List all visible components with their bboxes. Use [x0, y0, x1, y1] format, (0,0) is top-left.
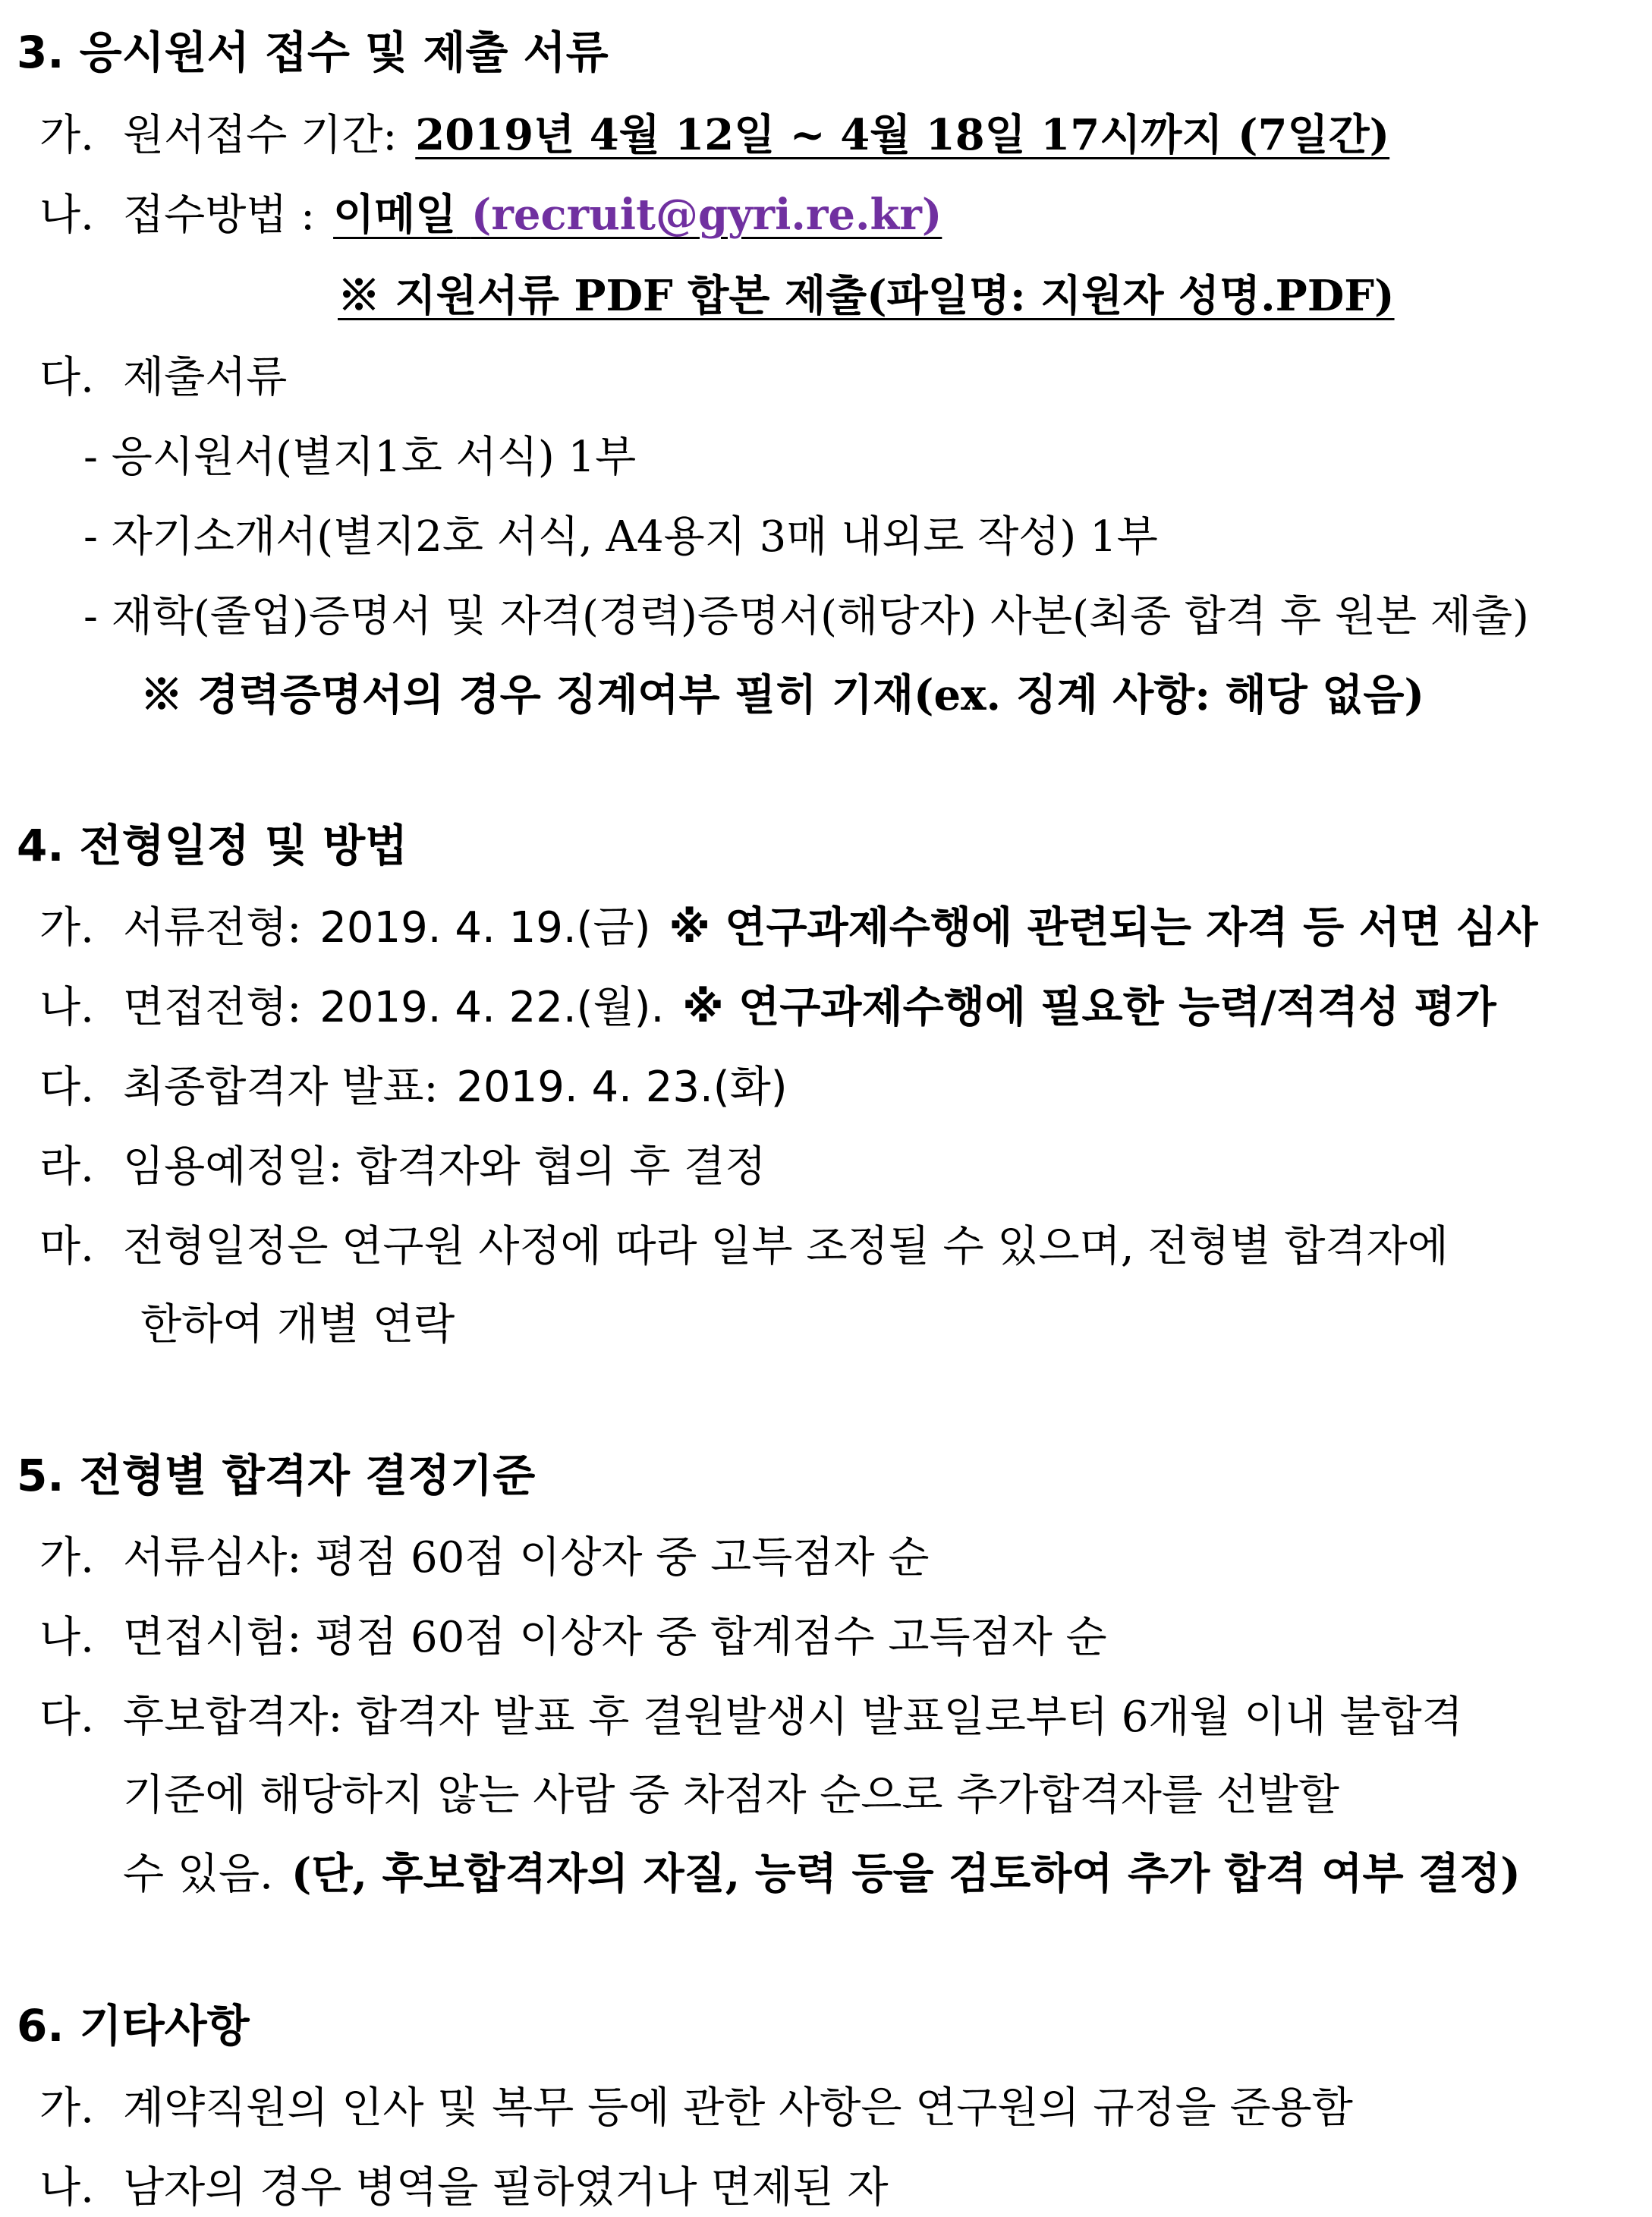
s6-item-a — [39, 2083, 1353, 2133]
final-announcement-label: 최종합격자 발표: — [123, 1063, 439, 1112]
s5-item-c — [39, 1693, 1463, 1742]
s4-item-b — [39, 983, 1496, 1032]
email-address-link[interactable]: (recruit@gyri.re.kr) — [470, 190, 942, 240]
document-screening-date: 2019. 4. 19.(금) — [319, 903, 651, 953]
alternate-criteria-line1: 후보합격자: 합격자 발표 후 결원발생시 발표일로부터 6개월 이내 불합격 — [123, 1693, 1463, 1742]
item-marker: 가. — [39, 111, 94, 160]
s3-item-b — [39, 190, 942, 240]
s3-item-a — [39, 110, 1390, 160]
item-marker: 가. — [39, 2083, 94, 2133]
interview-date: 2019. 4. 22.(월). — [319, 983, 665, 1032]
s3-pdf-note: ※ 지원서류 PDF 합본 제출(파일명: 지원자 성명.PDF) — [338, 271, 1395, 321]
alternate-criteria-note: (단, 후보합격자의 자질, 능력 등을 검토하여 추가 합격 여부 결정) — [291, 1849, 1521, 1899]
section-4-title: 4. 전형일정 및 방법 — [17, 820, 408, 871]
document-list-item: - 자기소개서(별지2호 서식, A4용지 3매 내외로 작성) 1부 — [83, 512, 1158, 562]
document-review-criteria: 서류심사: 평점 60점 이상자 중 고득점자 순 — [123, 1533, 930, 1582]
military-service-text: 남자의 경우 병역을 필하였거나 면제된 자 — [123, 2163, 889, 2212]
alternate-criteria-line3-prefix: 수 있음. — [123, 1850, 273, 1899]
item-marker: 나. — [39, 983, 94, 1032]
item-marker: 마. — [39, 1222, 94, 1271]
appointment-date-text: 임용예정일: 합격자와 협의 후 결정 — [123, 1142, 766, 1192]
interview-criteria: 면접시험: 평점 60점 이상자 중 합계점수 고득점자 순 — [123, 1613, 1107, 1662]
schedule-adjustment-continuation: 한하여 개별 연락 — [140, 1300, 455, 1349]
s5-item-b — [39, 1613, 1107, 1662]
document-list-item: - 응시원서(별지1호 서식) 1부 — [83, 433, 637, 482]
s6-item-b — [39, 2163, 889, 2212]
interview-label: 면접전형: — [123, 983, 302, 1032]
s4-item-e — [39, 1222, 1449, 1271]
s4-item-c — [39, 1063, 788, 1112]
interview-note: ※ 연구과제수행에 필요한 능력/적격성 평가 — [682, 983, 1496, 1032]
documents-label: 제출서류 — [123, 353, 288, 402]
personnel-rules-text: 계약직원의 인사 및 복무 등에 관한 사항은 연구원의 규정을 준용함 — [123, 2083, 1353, 2133]
application-period-value: 2019년 4월 12일 ~ 4월 18일 17시까지 (7일간) — [415, 110, 1390, 160]
item-marker: 다. — [39, 1693, 94, 1742]
item-marker: 라. — [39, 1142, 94, 1192]
document-list-item: - 재학(졸업)증명서 및 자격(경력)증명서(해당자) 사본(최종 합격 후 원본 제출) — [83, 592, 1529, 641]
item-marker: 나. — [39, 1613, 94, 1662]
application-period-label: 원서접수 기간: — [123, 111, 398, 160]
item-marker: 가. — [39, 1533, 94, 1582]
submission-method-label: 접수방법 : — [123, 191, 316, 240]
item-marker: 가. — [39, 903, 94, 953]
s3-item-c — [39, 353, 288, 402]
final-announcement-date: 2019. 4. 23.(화) — [456, 1063, 788, 1112]
item-marker: 나. — [39, 2163, 94, 2212]
item-marker: 다. — [39, 1063, 94, 1112]
career-certificate-note: ※ 경력증명서의 경우 징계여부 필히 기재(ex. 징계 사항: 해당 없음) — [140, 670, 1424, 720]
item-marker: 다. — [39, 353, 94, 402]
s4-item-d — [39, 1142, 766, 1192]
document-screening-note: ※ 연구과제수행에 관련되는 자격 등 서면 심사 — [669, 903, 1538, 953]
section-3-title: 3. 응시원서 접수 및 제출 서류 — [17, 27, 609, 78]
section-5-title: 5. 전형별 합격자 결정기준 — [17, 1450, 536, 1501]
section-6-title: 6. 기타사항 — [17, 2000, 250, 2052]
s4-item-a — [39, 903, 1538, 953]
s5-item-a — [39, 1533, 930, 1582]
document-screening-label: 서류전형: — [123, 903, 302, 953]
alternate-criteria-line3 — [123, 1849, 1521, 1899]
email-prefix: 이메일 — [333, 190, 457, 240]
item-marker: 나. — [39, 191, 94, 240]
schedule-adjustment-text: 전형일정은 연구원 사정에 따라 일부 조정될 수 있으며, 전형별 합격자에 — [123, 1222, 1449, 1271]
submission-method-value — [333, 190, 942, 240]
alternate-criteria-line2: 기준에 해당하지 않는 사람 중 차점자 순으로 추가합격자를 선발할 — [123, 1771, 1339, 1820]
